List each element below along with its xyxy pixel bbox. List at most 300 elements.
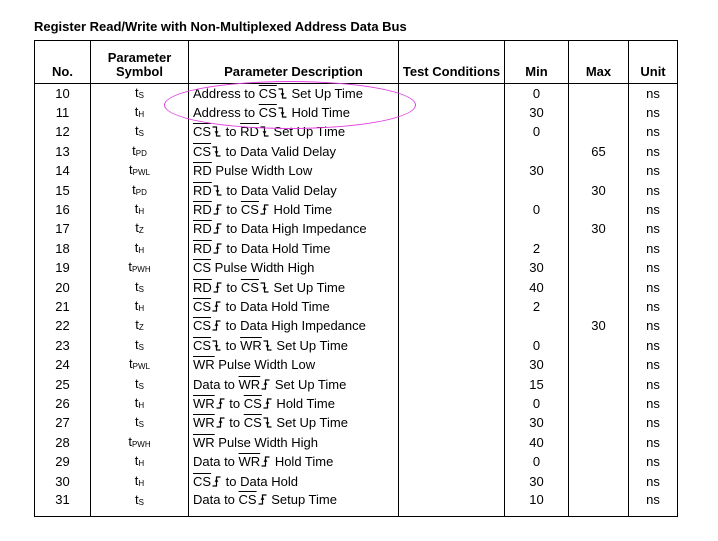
cell-description	[189, 414, 399, 433]
cell-symbol	[91, 200, 189, 219]
cell-symbol	[91, 433, 189, 452]
active-low-signal: $\overline{CS}$	[193, 124, 212, 140]
table-body	[35, 84, 678, 517]
cell-max: 65	[569, 142, 629, 161]
table-row	[35, 317, 678, 336]
description-text: Data to	[193, 454, 239, 470]
active-low-signal: $\overline{CS}$	[243, 415, 262, 431]
description-text: to	[222, 279, 241, 295]
symbol-text	[129, 162, 150, 177]
rising-edge-icon	[261, 379, 270, 390]
cell-description	[189, 181, 399, 200]
cell-symbol	[91, 239, 189, 258]
symbol-subscript: PWL	[132, 168, 150, 178]
description-text: to Data Valid Delay	[222, 182, 337, 198]
active-low-signal: $\overline{CS}$	[258, 85, 277, 101]
symbol-subscript: H	[138, 207, 145, 217]
symbol-text	[135, 376, 144, 391]
cell-test-conditions	[399, 220, 505, 239]
header-max: Max	[569, 41, 629, 84]
active-low-signal: $\overline{RD}$	[240, 124, 259, 140]
cell-unit: ns	[629, 375, 678, 394]
cell-unit: ns	[629, 239, 678, 258]
description-text: Pulse Width Low	[211, 163, 313, 179]
active-low-signal: $\overline{CS}$	[243, 395, 262, 411]
cell-test-conditions	[399, 297, 505, 316]
cell-max	[569, 259, 629, 278]
cell-symbol	[91, 336, 189, 355]
cell-no: 14	[35, 162, 91, 181]
falling-edge-icon	[263, 340, 272, 351]
cell-no: 23	[35, 336, 91, 355]
cell-description	[189, 259, 399, 278]
symbol-base: t	[134, 104, 139, 120]
cell-description	[189, 355, 399, 374]
table-row	[35, 433, 678, 452]
header-test-conditions: Test Conditions	[399, 41, 505, 84]
cell-description	[189, 433, 399, 452]
cell-min: 30	[505, 259, 569, 278]
cell-max	[569, 355, 629, 374]
header-min: Min	[505, 41, 569, 84]
table-row	[35, 472, 678, 491]
cell-test-conditions	[399, 259, 505, 278]
cell-max: 30	[569, 317, 629, 336]
symbol-text	[135, 123, 144, 138]
active-low-signal: $\overline{RD}$	[193, 202, 212, 218]
active-low-signal: $\overline{WR}$	[193, 357, 215, 373]
cell-test-conditions	[399, 355, 505, 374]
cell-min: 0	[505, 452, 569, 471]
active-low-signal: $\overline{WR}$	[193, 395, 215, 411]
cell-min: 0	[505, 84, 569, 104]
cell-description	[189, 472, 399, 491]
cell-unit: ns	[629, 220, 678, 239]
cell-unit: ns	[629, 491, 678, 517]
cell-unit: ns	[629, 123, 678, 142]
cell-unit: ns	[629, 103, 678, 122]
cell-description	[189, 278, 399, 297]
table-row	[35, 336, 678, 355]
cell-test-conditions	[399, 414, 505, 433]
symbol-subscript: H	[138, 459, 145, 469]
symbol-base: t	[132, 142, 136, 158]
rising-edge-icon	[263, 398, 272, 409]
symbol-text	[135, 85, 144, 100]
cell-max	[569, 375, 629, 394]
table-row	[35, 181, 678, 200]
table-row	[35, 355, 678, 374]
cell-max	[569, 103, 629, 122]
active-low-signal: $\overline{RD}$	[193, 221, 212, 237]
cell-symbol	[91, 355, 189, 374]
symbol-text	[135, 414, 144, 429]
rising-edge-icon	[213, 223, 222, 234]
header-description: Parameter Description	[189, 41, 399, 84]
cell-unit: ns	[629, 259, 678, 278]
description-text: to	[225, 395, 244, 411]
cell-no: 18	[35, 239, 91, 258]
cell-min	[505, 181, 569, 200]
symbol-subscript: S	[138, 284, 144, 294]
active-low-signal: $\overline{CS}$	[193, 260, 212, 276]
symbol-subscript: PWH	[131, 439, 151, 449]
cell-min: 15	[505, 375, 569, 394]
cell-symbol	[91, 394, 189, 413]
cell-description	[189, 84, 399, 104]
symbol-text	[135, 279, 144, 294]
cell-unit: ns	[629, 317, 678, 336]
cell-min: 0	[505, 123, 569, 142]
symbol-base: t	[134, 394, 139, 410]
description-text: Pulse Width High	[211, 260, 315, 276]
cell-symbol	[91, 162, 189, 181]
cell-test-conditions	[399, 103, 505, 122]
symbol-text	[132, 143, 147, 158]
table-row	[35, 162, 678, 181]
cell-no: 16	[35, 200, 91, 219]
cell-unit: ns	[629, 336, 678, 355]
symbol-text	[135, 453, 144, 468]
cell-no: 24	[35, 355, 91, 374]
cell-test-conditions	[399, 433, 505, 452]
symbol-base: t	[128, 433, 132, 449]
symbol-text	[129, 356, 150, 371]
cell-min: 40	[505, 433, 569, 452]
symbol-text	[132, 182, 147, 197]
rising-edge-icon	[212, 320, 221, 331]
cell-description	[189, 336, 399, 355]
symbol-subscript: H	[138, 478, 145, 488]
active-low-signal: $\overline{WR}$	[238, 376, 261, 392]
cell-description	[189, 200, 399, 219]
cell-test-conditions	[399, 491, 505, 517]
cell-min: 0	[505, 336, 569, 355]
description-text: Hold Time	[269, 202, 333, 218]
cell-symbol	[91, 317, 189, 336]
description-text: Setup Time	[267, 492, 337, 508]
cell-min: 2	[505, 239, 569, 258]
cell-no: 10	[35, 84, 91, 104]
table-row	[35, 84, 678, 104]
description-text: Data to	[193, 492, 239, 508]
cell-test-conditions	[399, 84, 505, 104]
symbol-base: t	[135, 336, 139, 352]
symbol-base: t	[135, 278, 139, 294]
cell-unit: ns	[629, 472, 678, 491]
cell-description	[189, 220, 399, 239]
table-row	[35, 491, 678, 517]
table-row	[35, 200, 678, 219]
cell-max	[569, 200, 629, 219]
cell-symbol	[91, 259, 189, 278]
cell-unit: ns	[629, 297, 678, 316]
active-low-signal: $\overline{CS}$	[240, 202, 259, 218]
description-text: Data to	[193, 376, 239, 392]
symbol-base: t	[129, 162, 133, 178]
symbol-subscript: S	[138, 129, 144, 139]
active-low-signal: $\overline{WR}$	[193, 434, 215, 450]
symbol-base: t	[134, 453, 139, 469]
header-no: No.	[35, 41, 91, 84]
cell-test-conditions	[399, 452, 505, 471]
cell-no: 25	[35, 375, 91, 394]
description-text: Set Up Time	[272, 337, 348, 353]
cell-max	[569, 394, 629, 413]
symbol-base: t	[135, 492, 139, 508]
cell-test-conditions	[399, 278, 505, 297]
cell-max	[569, 452, 629, 471]
cell-unit: ns	[629, 355, 678, 374]
cell-symbol	[91, 375, 189, 394]
falling-edge-icon	[213, 185, 222, 196]
cell-test-conditions	[399, 142, 505, 161]
symbol-base: t	[134, 472, 139, 488]
cell-max: 30	[569, 181, 629, 200]
header-unit: Unit	[629, 41, 678, 84]
active-low-signal: $\overline{RD}$	[193, 163, 212, 179]
cell-description	[189, 375, 399, 394]
table-row	[35, 414, 678, 433]
symbol-base: t	[134, 201, 139, 217]
cell-unit: ns	[629, 84, 678, 104]
active-low-signal: $\overline{WR}$	[238, 454, 261, 470]
cell-symbol	[91, 84, 189, 104]
cell-no: 11	[35, 103, 91, 122]
cell-min	[505, 142, 569, 161]
cell-no: 21	[35, 297, 91, 316]
cell-no: 28	[35, 433, 91, 452]
cell-max	[569, 336, 629, 355]
header-param-symbol	[91, 41, 189, 84]
rising-edge-icon	[260, 204, 269, 215]
symbol-text	[135, 240, 144, 255]
cell-no: 19	[35, 259, 91, 278]
cell-min: 30	[505, 162, 569, 181]
description-text: to Data High Impedance	[222, 221, 367, 237]
active-low-signal: $\overline{CS}$	[238, 492, 257, 508]
cell-unit: ns	[629, 452, 678, 471]
symbol-subscript: S	[138, 342, 144, 352]
cell-no: 15	[35, 181, 91, 200]
table-row	[35, 103, 678, 122]
cell-unit: ns	[629, 394, 678, 413]
rising-edge-icon	[258, 494, 267, 505]
symbol-subscript: S	[138, 498, 144, 508]
symbol-base: t	[128, 259, 132, 275]
falling-edge-icon	[212, 340, 221, 351]
description-text: Pulse Width Low	[214, 357, 316, 373]
cell-no: 13	[35, 142, 91, 161]
table-row	[35, 375, 678, 394]
cell-symbol	[91, 414, 189, 433]
description-text: to Data Hold Time	[222, 240, 331, 256]
symbol-base: t	[129, 356, 133, 372]
description-text: Set Up Time	[272, 415, 348, 431]
description-text: Set Up Time	[269, 124, 346, 140]
cell-max	[569, 123, 629, 142]
cell-min: 0	[505, 394, 569, 413]
description-text: Hold Time	[287, 105, 350, 121]
description-text: to Data Hold Time	[222, 298, 330, 314]
cell-symbol	[91, 181, 189, 200]
cell-unit: ns	[629, 278, 678, 297]
falling-edge-icon	[263, 417, 272, 428]
description-text: to	[222, 202, 241, 218]
cell-test-conditions	[399, 200, 505, 219]
symbol-base: t	[135, 220, 139, 236]
cell-symbol	[91, 278, 189, 297]
cell-no: 29	[35, 452, 91, 471]
cell-symbol	[91, 491, 189, 517]
symbol-text	[135, 220, 144, 235]
symbol-subscript: PWH	[131, 265, 151, 275]
cell-test-conditions	[399, 181, 505, 200]
active-low-signal: $\overline{CS}$	[193, 298, 212, 314]
active-low-signal: $\overline{CS}$	[193, 143, 212, 159]
cell-no: 17	[35, 220, 91, 239]
cell-min: 30	[505, 355, 569, 374]
falling-edge-icon	[212, 126, 221, 137]
cell-max	[569, 472, 629, 491]
cell-max	[569, 414, 629, 433]
description-text: to	[222, 124, 241, 140]
symbol-text	[135, 104, 144, 119]
timing-table	[34, 40, 678, 517]
cell-description	[189, 142, 399, 161]
symbol-subscript: Z	[138, 226, 144, 236]
active-low-signal: $\overline{CS}$	[193, 337, 212, 353]
table-row	[35, 123, 678, 142]
cell-unit: ns	[629, 142, 678, 161]
cell-symbol	[91, 123, 189, 142]
cell-max	[569, 433, 629, 452]
header-row	[35, 41, 678, 84]
header-param-symbol-line2: Symbol	[116, 64, 163, 79]
description-text: to Data High Impedance	[222, 318, 366, 334]
active-low-signal: $\overline{RD}$	[193, 182, 212, 198]
description-text: to	[222, 337, 241, 353]
table-row	[35, 452, 678, 471]
cell-max	[569, 297, 629, 316]
cell-max	[569, 278, 629, 297]
cell-min: 30	[505, 472, 569, 491]
symbol-text	[135, 395, 144, 410]
rising-edge-icon	[213, 282, 222, 293]
cell-description	[189, 317, 399, 336]
description-text: Hold Time	[271, 454, 334, 470]
table-row	[35, 278, 678, 297]
cell-test-conditions	[399, 239, 505, 258]
description-text: Address to	[193, 105, 259, 121]
cell-symbol	[91, 472, 189, 491]
cell-no: 22	[35, 317, 91, 336]
cell-min: 40	[505, 278, 569, 297]
description-text: to Data Valid Delay	[222, 143, 336, 159]
description-text: Set Up Time	[287, 85, 363, 101]
symbol-text	[135, 201, 144, 216]
cell-unit: ns	[629, 433, 678, 452]
symbol-subscript: H	[138, 245, 145, 255]
active-low-signal: $\overline{CS}$	[240, 279, 259, 295]
symbol-text	[135, 492, 144, 507]
table-row	[35, 297, 678, 316]
rising-edge-icon	[216, 417, 225, 428]
cell-unit: ns	[629, 162, 678, 181]
symbol-subscript: H	[138, 110, 145, 120]
cell-max	[569, 239, 629, 258]
active-low-signal: $\overline{CS}$	[258, 105, 277, 121]
rising-edge-icon	[261, 456, 270, 467]
cell-min: 2	[505, 297, 569, 316]
cell-description	[189, 297, 399, 316]
cell-symbol	[91, 297, 189, 316]
symbol-base: t	[135, 414, 139, 430]
cell-symbol	[91, 142, 189, 161]
active-low-signal: $\overline{WR}$	[193, 415, 215, 431]
cell-description	[189, 103, 399, 122]
symbol-base: t	[134, 239, 139, 255]
symbol-subscript: PD	[135, 148, 147, 158]
header-param-symbol-line1: Parameter	[107, 50, 172, 65]
symbol-text	[135, 337, 144, 352]
table-row	[35, 239, 678, 258]
cell-test-conditions	[399, 317, 505, 336]
cell-no: 30	[35, 472, 91, 491]
rising-edge-icon	[212, 301, 221, 312]
active-low-signal: $\overline{RD}$	[193, 240, 212, 256]
cell-description	[189, 452, 399, 471]
cell-symbol	[91, 103, 189, 122]
symbol-subscript: PWL	[132, 362, 150, 372]
page-title: Register Read/Write with Non-Multiplexed Address Data Bus	[34, 19, 407, 34]
active-low-signal: $\overline{CS}$	[193, 473, 212, 489]
cell-min: 30	[505, 414, 569, 433]
table-row	[35, 220, 678, 239]
symbol-text	[128, 434, 150, 449]
symbol-subscript: H	[138, 400, 145, 410]
symbol-base: t	[134, 297, 139, 313]
cell-test-conditions	[399, 336, 505, 355]
cell-min: 0	[505, 200, 569, 219]
symbol-subscript: H	[138, 303, 145, 313]
cell-description	[189, 239, 399, 258]
cell-symbol	[91, 220, 189, 239]
table-row	[35, 394, 678, 413]
cell-test-conditions	[399, 472, 505, 491]
rising-edge-icon	[213, 204, 222, 215]
rising-edge-icon	[212, 476, 221, 487]
symbol-text	[135, 298, 144, 313]
symbol-subscript: S	[138, 90, 144, 100]
cell-no: 20	[35, 278, 91, 297]
cell-description	[189, 491, 399, 517]
cell-description	[189, 123, 399, 142]
description-text: Pulse Width High	[214, 434, 318, 450]
cell-no: 31	[35, 491, 91, 517]
table-row	[35, 142, 678, 161]
symbol-subscript: S	[138, 381, 144, 391]
symbol-base: t	[135, 84, 139, 100]
cell-symbol	[91, 452, 189, 471]
table-row	[35, 259, 678, 278]
cell-max	[569, 162, 629, 181]
symbol-text	[135, 473, 144, 488]
symbol-subscript: Z	[138, 323, 144, 333]
symbol-text	[128, 259, 150, 274]
description-text: Hold Time	[272, 395, 335, 411]
cell-test-conditions	[399, 162, 505, 181]
